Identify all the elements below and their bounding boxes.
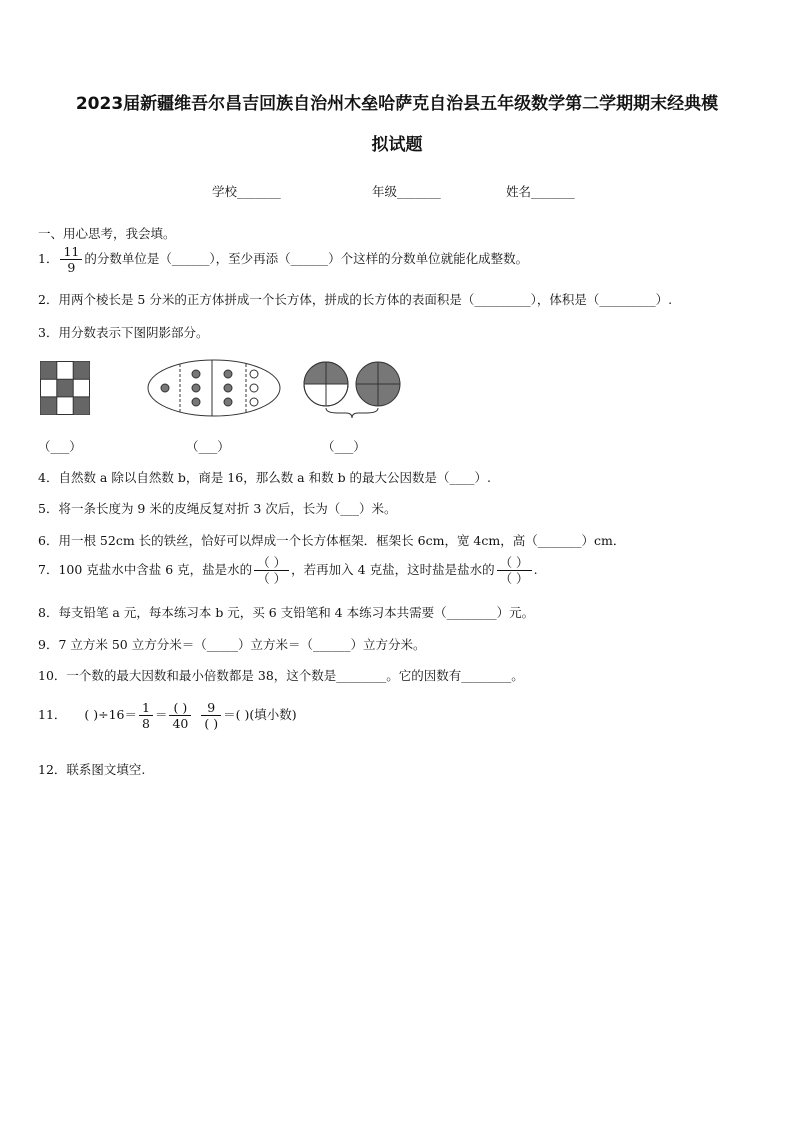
q11-fraction-1-numerator: 1 — [139, 700, 153, 716]
q3-answer-blank-3[interactable]: （___） — [322, 439, 366, 454]
q11-text-1: ( )÷16＝ — [84, 707, 137, 722]
question-8: 8．每支铅笔 a 元，每本练习本 b 元，买 6 支铅笔和 4 本练习本共需要（________）元。 — [38, 605, 535, 620]
q11-fraction-2-denominator: 40 — [172, 716, 189, 731]
question-7 — [38, 555, 538, 586]
q1-text: 的分数单位是（______），至少再添（______）个这样的分数单位就能化成整数。 — [84, 251, 529, 266]
question-12: 12．联系图文填空. — [38, 762, 146, 777]
q1-fraction — [60, 244, 82, 275]
two-circles-figure — [302, 360, 406, 420]
q7-text-1: 7．100 克盐水中含盐 6 克，盐是水的 — [38, 562, 253, 577]
q7-fraction-1[interactable] — [254, 555, 289, 586]
q11-text-2: ＝( )(填小数) — [223, 707, 297, 722]
q11-fraction-1-denominator: 8 — [142, 716, 150, 731]
q7-fraction-2-denominator[interactable]: （ ） — [499, 571, 529, 586]
q7-text-2: ，若再加入 4 克盐，这时盐是盐水的 — [291, 562, 495, 577]
q11-equals: ＝ — [154, 707, 168, 722]
q11-fraction-2[interactable] — [169, 700, 191, 731]
q3-answer-blank-1[interactable]: （___） — [38, 439, 82, 454]
question-9: 9．7 立方米 50 立方分米＝（_____）立方米＝（______）立方分米。 — [38, 637, 426, 652]
school-field[interactable]: 学校_______ — [212, 184, 281, 199]
question-4: 4．自然数 a 除以自然数 b，商是 16，那么数 a 和数 b 的最大公因数是（____）. — [38, 470, 492, 485]
q1-fraction-denominator: 9 — [67, 260, 76, 275]
q11-fraction-3-denominator[interactable]: ( ) — [204, 716, 219, 731]
q7-fraction-1-denominator[interactable]: （ ） — [257, 571, 287, 586]
q1-fraction-numerator: 11 — [60, 244, 82, 260]
question-10: 10．一个数的最大因数和最小倍数都是 38，这个数是________。它的因数有________。 — [38, 668, 524, 683]
q7-fraction-2[interactable] — [497, 555, 532, 586]
page-title-line1: 2023届新疆维吾尔昌吉回族自治州木垒哈萨克自治县五年级数学第二学期期末经典模 — [75, 94, 719, 114]
q11-number: 11． — [38, 707, 67, 722]
q7-fraction-2-numerator[interactable]: （ ） — [497, 555, 532, 571]
q11-fraction-1 — [139, 700, 153, 731]
q1-number: 1． — [38, 251, 59, 266]
question-6: 6．用一根 52cm 长的铁丝，恰好可以焊成一个长方体框架．框架长 6cm，宽 4cm，高（_______）cm． — [38, 533, 626, 548]
q7-fraction-1-numerator[interactable]: （ ） — [254, 555, 289, 571]
q11-fraction-2-numerator[interactable]: ( ) — [169, 700, 191, 716]
question-11 — [38, 700, 297, 731]
question-2: 2．用两个棱长是 5 分米的正方体拼成一个长方体，拼成的长方体的表面积是（_________），体积是（_________）. — [38, 292, 673, 307]
q11-fraction-3[interactable] — [201, 700, 221, 731]
checkered-grid-figure — [40, 361, 90, 415]
question-5: 5．将一条长度为 9 米的皮绳反复对折 3 次后，长为（___）米。 — [38, 501, 397, 516]
page-title-line2: 拟试题 — [371, 135, 423, 155]
q7-text-3: . — [533, 562, 538, 577]
name-field[interactable]: 姓名_______ — [506, 184, 575, 199]
question-1 — [38, 244, 528, 275]
grade-field[interactable]: 年级_______ — [372, 184, 441, 199]
question-3: 3．用分数表示下图阴影部分。 — [38, 325, 209, 340]
ellipse-dots-figure — [146, 358, 282, 418]
q11-fraction-3-numerator: 9 — [201, 700, 221, 716]
section-heading: 一、用心思考，我会填。 — [38, 226, 176, 241]
q3-answer-blank-2[interactable]: （___） — [186, 439, 230, 454]
